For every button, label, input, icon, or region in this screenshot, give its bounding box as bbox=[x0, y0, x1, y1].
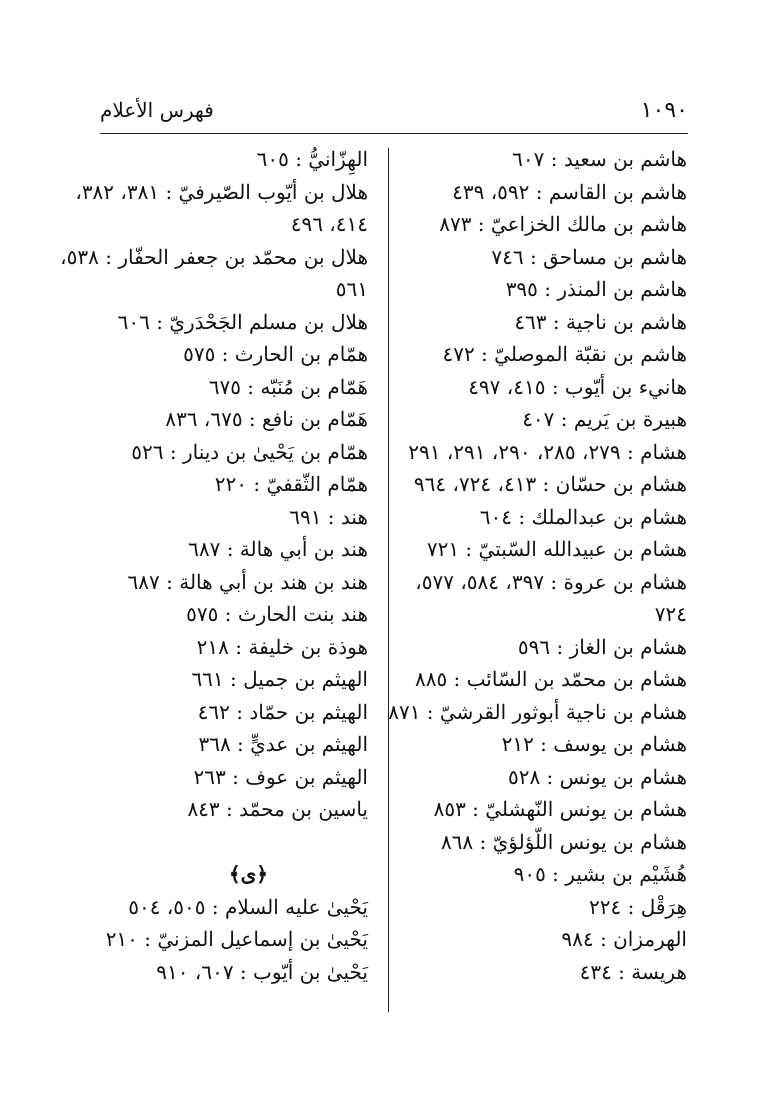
index-entry: همّام بن الحارث : ٥٧٥ bbox=[183, 342, 368, 366]
index-entry: هشام بن عروة : ٣٩٧، ٥٨٤، ٥٧٧، bbox=[415, 569, 687, 594]
index-entry: ياسين بن محمّد : ٨٤٣ bbox=[187, 797, 368, 821]
index-entry: هشام بن يونس : ٥٢٨ bbox=[507, 764, 687, 789]
index-entry-continuation: ٥٦١ bbox=[335, 277, 368, 301]
index-entry: هاشم بن نقبّة الموصليّ : ٤٧٢ bbox=[442, 342, 687, 366]
index-entry: هبيرة بن يَريم : ٤٠٧ bbox=[522, 407, 687, 431]
running-title: فهرس الأعلام bbox=[100, 98, 214, 122]
index-entry: يَحْيىٰ بن أيّوب : ٦٠٧، ٩١٠ bbox=[156, 959, 368, 984]
index-entry: هانيء بن أيّوب : ٤١٥، ٤٩٧ bbox=[468, 374, 687, 399]
index-entry: الهرمزان : ٩٨٤ bbox=[561, 927, 687, 951]
header-rule bbox=[100, 133, 688, 134]
index-entry: هريسة : ٤٣٤ bbox=[579, 959, 687, 984]
index-entry: الهيثم بن حمّاد : ٤٦٢ bbox=[197, 699, 368, 724]
index-entry: الهِزّانيُّ : ٦٠٥ bbox=[256, 147, 368, 171]
page-header bbox=[100, 96, 688, 130]
index-entry: هاشم بن القاسم : ٥٩٢، ٤٣٩ bbox=[452, 179, 687, 204]
column-divider bbox=[388, 148, 389, 1012]
index-entry: هاشم بن ناجية : ٤٦٣ bbox=[514, 309, 687, 334]
index-entry: يَحْيىٰ عليه السلام : ٥٠٥، ٥٠٤ bbox=[128, 894, 368, 919]
index-entry: هِرَقْل : ٢٢٤ bbox=[589, 894, 687, 919]
index-entry: الهيثم بن عوف : ٢٦٣ bbox=[193, 764, 368, 789]
index-entry: يَحْيىٰ بن إسماعيل المزنيّ : ٢١٠ bbox=[105, 927, 368, 951]
index-entry: هَمّام بن مُنَبّه : ٦٧٥ bbox=[208, 374, 368, 399]
index-entry: هشام بن الغاز : ٥٩٦ bbox=[517, 634, 687, 659]
index-entry: هُشَيْم بن بشير : ٩٠٥ bbox=[513, 862, 687, 886]
index-entry: هشام بن ناجية أبوثور القرشيّ : ٨٧١ bbox=[388, 699, 687, 724]
index-entry: هاشم بن مالك الخزاعيّ : ٨٧٣ bbox=[439, 212, 687, 236]
index-entry: هند بن أبي هالة : ٦٨٧ bbox=[188, 537, 368, 561]
index-entry: هشام بن يوسف : ٢١٢ bbox=[501, 732, 687, 756]
index-entry-continuation: ٤١٤، ٤٩٦ bbox=[290, 212, 368, 236]
index-entry: هشام بن عبيدالله السّبتيّ : ٧٢١ bbox=[426, 537, 687, 561]
section-heading: ﴿ى﴾ bbox=[228, 862, 268, 886]
index-column-left bbox=[60, 143, 368, 988]
index-entry: الهيثم بن جميل : ٦٦١ bbox=[191, 667, 368, 691]
index-entry: هشام بن حسّان : ٤١٣، ٧٢٤، ٩٦٤ bbox=[413, 472, 687, 496]
index-entry: هلال بن محمّد بن جعفر الحفّار : ٥٣٨، bbox=[60, 244, 368, 269]
index-entry: هاشم بن المنذر : ٣٩٥ bbox=[505, 277, 687, 301]
index-entry: هشام بن يونس النّهشليّ : ٨٥٣ bbox=[433, 797, 687, 821]
index-entry: هشام بن محمّد بن السّائب : ٨٨٥ bbox=[414, 667, 687, 691]
index-entry: هَمّام بن نافع : ٦٧٥، ٨٣٦ bbox=[165, 407, 368, 431]
index-entry: همّام الثّقفيّ : ٢٢٠ bbox=[214, 472, 368, 496]
index-entry: هوذة بن خليفة : ٢١٨ bbox=[196, 634, 368, 659]
page-number: ١٠٩٠ bbox=[640, 98, 688, 123]
index-entry: هشام : ٢٧٩، ٢٨٥، ٢٩٠، ٢٩١، ٢٩١ bbox=[408, 439, 687, 464]
index-entry: هلال بن مسلم الجَحْدَريّ : ٦٠٦ bbox=[117, 309, 368, 334]
index-entry: هند : ٦٩١ bbox=[289, 504, 368, 529]
index-entry: هشام بن يونس اللّؤلؤيّ : ٨٦٨ bbox=[440, 829, 687, 854]
index-entry: هاشم بن سعيد : ٦٠٧ bbox=[512, 147, 687, 171]
section-spacer bbox=[98, 826, 368, 859]
index-entry: هلال بن أيّوب الصّيرفيّ : ٣٨١، ٣٨٢، bbox=[75, 179, 368, 204]
index-entry: الهيثم بن عديٍّ : ٣٦٨ bbox=[198, 732, 368, 756]
index-entry-continuation: ٧٢٤ bbox=[654, 602, 687, 626]
index-entry: هند بنت الحارث : ٥٧٥ bbox=[186, 602, 368, 626]
index-entry: هاشم بن مساحق : ٧٤٦ bbox=[491, 244, 687, 269]
index-column-right bbox=[388, 143, 687, 988]
index-entry: هند بن هند بن أبي هالة : ٦٨٧ bbox=[127, 569, 368, 594]
index-entry: هشام بن عبدالملك : ٦٠٤ bbox=[479, 504, 687, 529]
index-entry: همّام بن يَحْيىٰ بن دينار : ٥٢٦ bbox=[131, 439, 368, 464]
